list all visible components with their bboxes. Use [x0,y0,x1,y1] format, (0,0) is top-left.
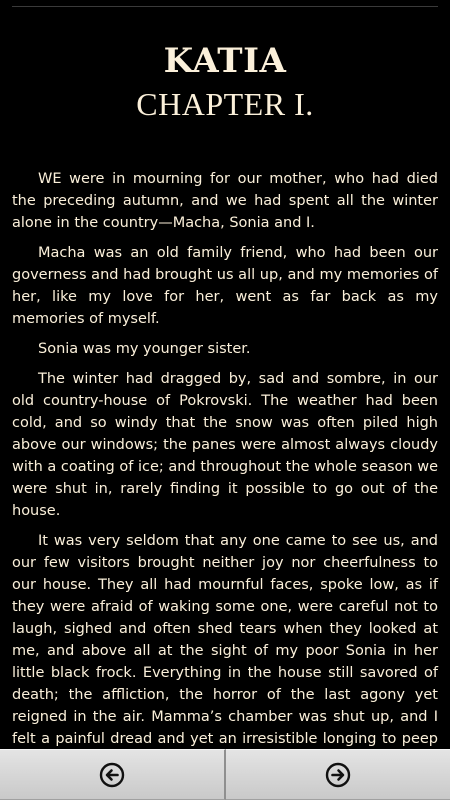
book-title: KATIA [163,41,287,81]
next-page-button[interactable] [226,749,450,800]
page-navigation-bar [0,749,450,800]
chapter-text [0,168,450,772]
paragraph: Macha was an old family friend, who had been our governess and had brought us all up, and my memories of her, like my love for her, went as far back as my memories of myself. [12,245,438,327]
paragraph: The winter had dragged by, sad and sombre, in our old country-house of Pokrovski. The weather had been cold, and so windy that the snow was often piled high above our windows; the panes were almost always cloudy with a coating of ice; and throughout the whole season we were shut in, rarely finding it possible to go out of the house. [12,371,438,519]
paragraph: Sonia was my younger sister. [38,341,251,357]
top-divider [12,6,438,7]
arrow-right-circle-icon [325,762,351,788]
previous-page-button[interactable] [0,749,226,800]
paragraph: WE were in mourning for our mother, who had died the preceding autumn, and we had spent all the winter alone in the country—Macha, Sonia and I. [12,171,438,231]
chapter-title: CHAPTER I. [136,86,314,122]
paragraph: It was very seldom that any one came to see us, and our few visitors brought neither joy nor cheerfulness to our house. They all had mournful faces, spoke low, as if they were afraid of waking some one, were careful not to laugh, sighed and often shed tears when they looked at me, and above all at the sight of my poor Sonia in her little black frock. Everything in the house still savored of death; the affliction, the horror of the last agony yet reigned in the air. Mamma’s chamber was shut up, and I felt a painful dread and yet an irresistible longing to peep [12,533,438,747]
arrow-left-circle-icon [99,762,125,788]
